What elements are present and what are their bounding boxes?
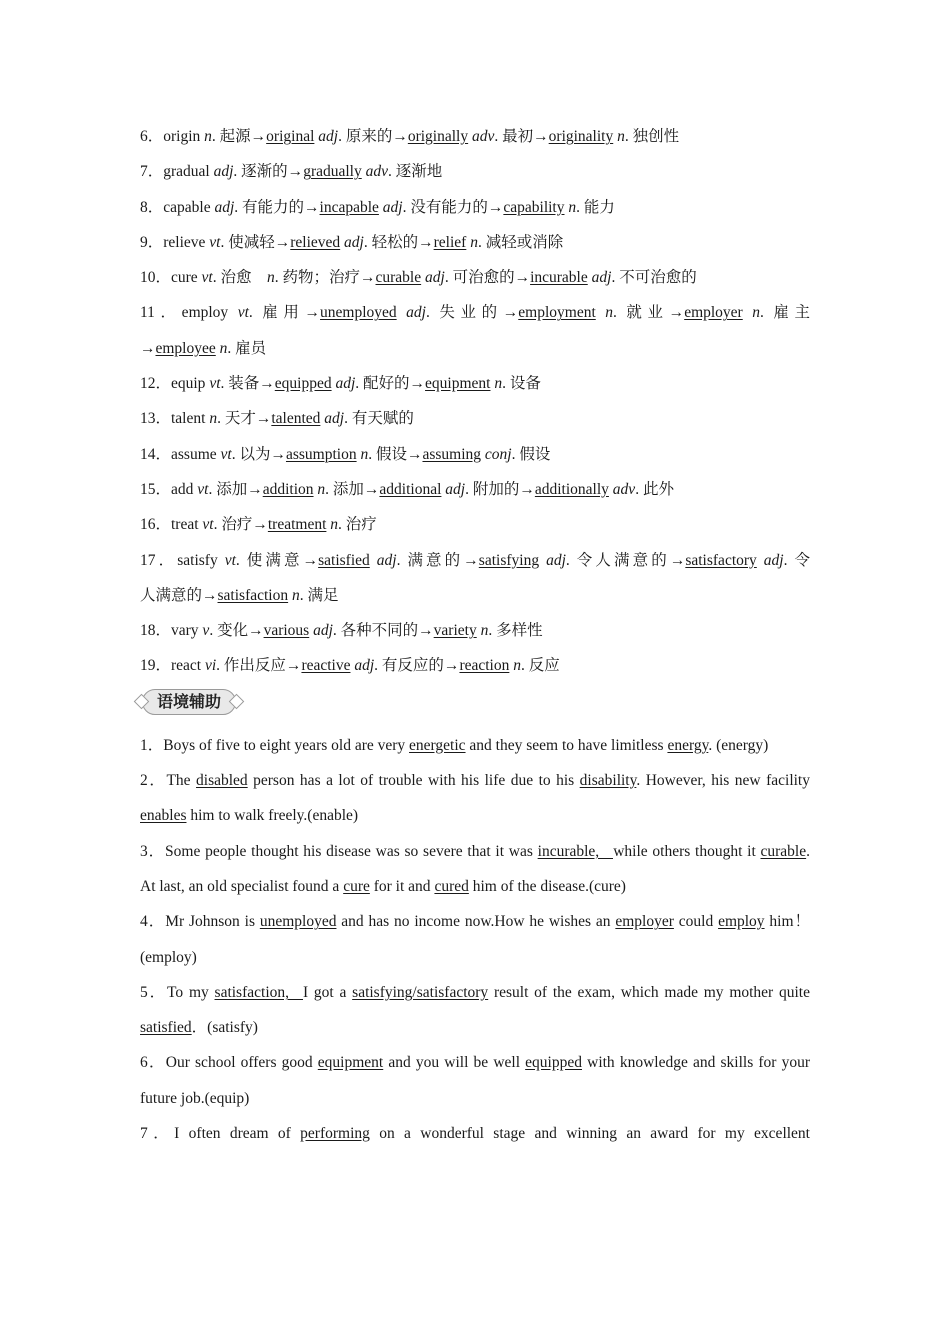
section-header [140, 684, 810, 728]
vocab-item-15: 15．add vt. 添加→addition n. 添加→additional adj. 附加的→additionally adv. 此外 [140, 480, 674, 498]
vocab-item-11: 11．employ vt. 雇用→unemployed adj. 失业的→employment n. 就业→employer n. 雇主 [140, 304, 811, 322]
vocab-item-11-cont: →employee n. 雇员 [140, 339, 267, 357]
sentence-item-7: 7．I often dream of performing on a wonderful stage and winning an award for my excellent [140, 1125, 810, 1143]
section-title-badge: 语境辅助 [142, 689, 236, 715]
vocab-item-17-cont: 人满意的→satisfaction n. 满足 [140, 586, 339, 604]
vocab-item-17: 17．satisfy vt. 使满意→satisfied adj. 满意的→satisfying adj. 令人满意的→satisfactory adj. 令 [140, 551, 810, 569]
sentence-item-3: 3．Some people thought his disease was so severe that it was incurable, while others thought it curable. At last, an old specialist found a cure for it and cured him of the disease.(cure) [140, 842, 810, 895]
sentence-item-5: 5．To my satisfaction, I got a satisfying/satisfactory result of the exam, which made my mother quite satisfied．(satisfy) [140, 983, 810, 1037]
sentence-item-2: 2．The disabled person has a lot of trouble with his life due to his disability. However, his new facility enables him to walk freely.(enable) [140, 772, 810, 825]
vocab-item-16: 16．treat vt. 治疗→treatment n. 治疗 [140, 516, 377, 534]
vocab-item-8: 8．capable adj. 有能力的→incapable adj. 没有能力的→capability n. 能力 [140, 198, 615, 216]
vocab-item-12: 12．equip vt. 装备→equipped adj. 配好的→equipment n. 设备 [140, 375, 541, 393]
sentence-list [140, 728, 810, 1152]
sentence-item-6: 6．Our school offers good equipment and you will be well equipped with knowledge and skills for your future job.(equip) [140, 1054, 810, 1107]
vocab-item-18: 18．vary v. 变化→various adj. 各种不同的→variety n. 多样性 [140, 622, 543, 640]
vocab-item-13: 13．talent n. 天才→talented adj. 有天赋的 [140, 410, 414, 428]
sentence-item-1: 1．Boys of five to eight years old are very energetic and they seem to have limitless energy. (energy) [140, 736, 769, 754]
vocab-item-10: 10．cure vt. 治愈 n. 药物；治疗→curable adj. 可治愈的→incurable adj. 不可治愈的 [140, 269, 697, 287]
vocab-item-14: 14．assume vt. 以为→assumption n. 假设→assuming conj. 假设 [140, 445, 551, 463]
content-column [140, 119, 810, 1151]
vocab-list [140, 119, 810, 684]
vocab-item-19: 19．react vi. 作出反应→reactive adj. 有反应的→reaction n. 反应 [140, 657, 560, 675]
sentence-item-4: 4．Mr Johnson is unemployed and has no income now.How he wishes an employer could employ him！(employ) [140, 913, 810, 966]
vocab-item-7: 7．gradual adj. 逐渐的→gradually adv. 逐渐地 [140, 163, 443, 181]
vocab-item-9: 9．relieve vt. 使减轻→relieved adj. 轻松的→relief n. 减轻或消除 [140, 233, 564, 251]
vocab-item-6: 6．origin n. 起源→original adj. 原来的→originally adv. 最初→originality n. 独创性 [140, 128, 680, 145]
